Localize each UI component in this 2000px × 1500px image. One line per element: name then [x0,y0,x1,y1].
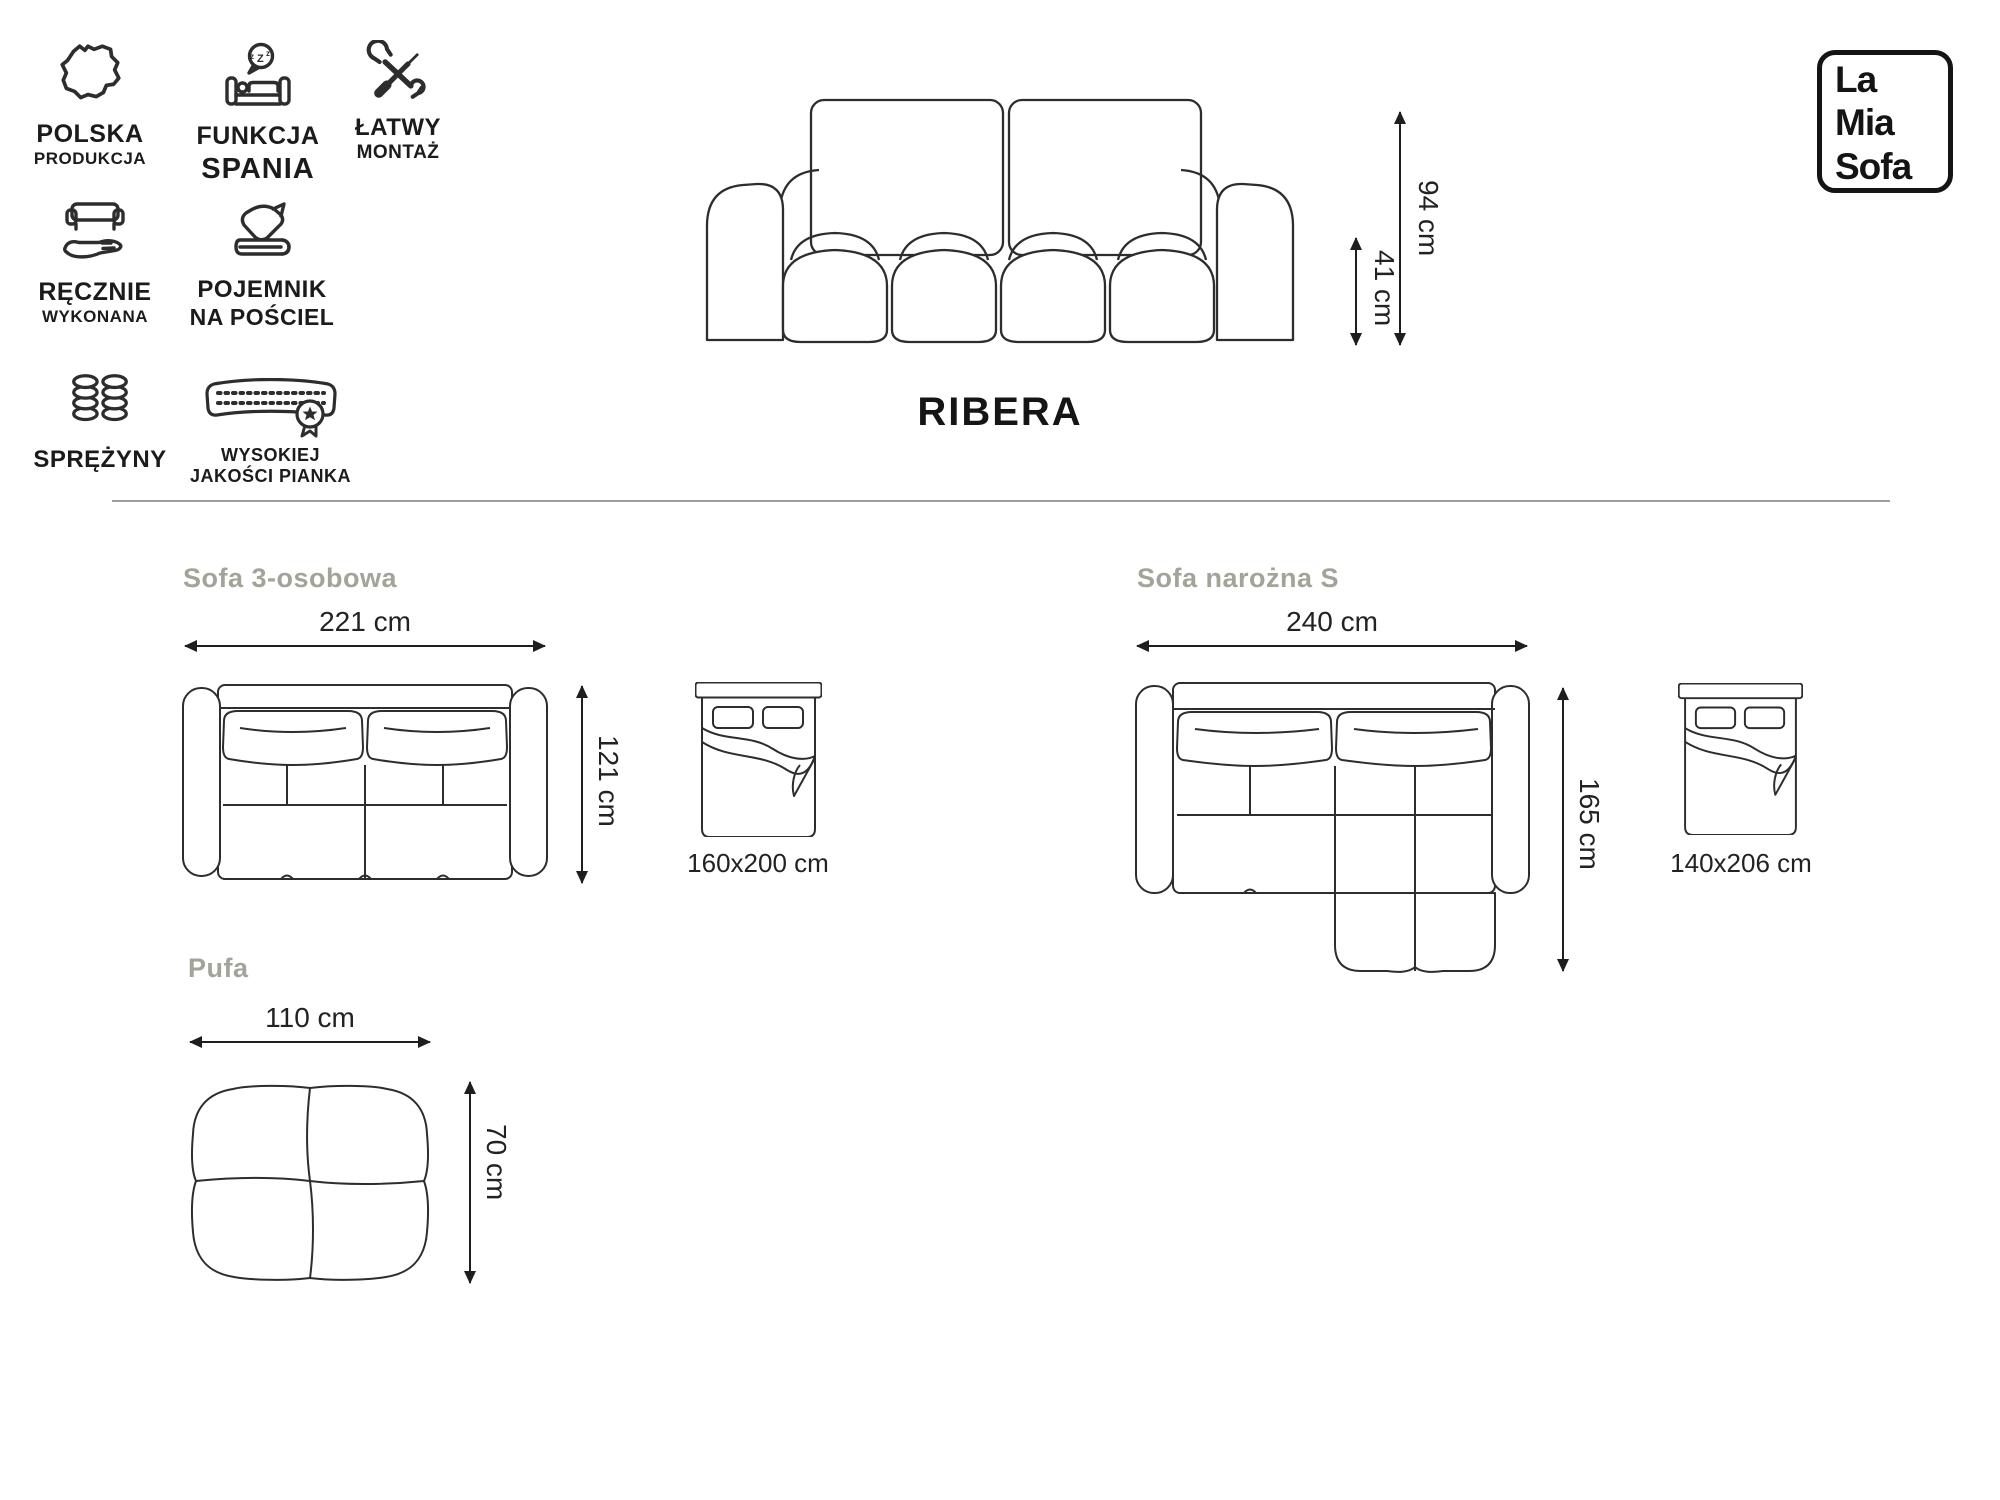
feature-recznie-wykonana [15,198,175,327]
easy-assembly-icon [365,40,431,106]
divider [112,500,1890,502]
sofa-front-view-drawing [685,88,1315,346]
springs-icon [65,368,135,438]
feature-label: POJEMNIK [197,276,327,303]
corner-bed-size-label: 140x206 cm [1670,848,1812,878]
zzz-glyph: Z [257,53,264,65]
handmade-icon [59,198,131,270]
feature-sprezyny [20,368,180,473]
feature-sublabel: JAKOŚCI PIANKA [189,466,352,487]
feature-polska-produkcja [10,38,170,169]
corner-sofa-top-view-drawing [1135,682,1530,973]
feature-label: POLSKA [36,120,144,148]
sofa3-width-label: 221 cm [319,606,411,637]
zzz-glyph: z [266,49,270,58]
sofa3-bed-icon [695,682,822,837]
feature-funkcja-spania [178,42,338,187]
sofa3-depth-arrow [581,686,583,883]
sofa3-depth-label: 121 cm [593,735,624,827]
variant-title-corner: Sofa narożna S [1137,563,1340,593]
brand-logo [1817,50,1953,193]
feature-wysokiej-jakosci-pianka [178,378,363,488]
feature-label: RĘCZNIE [38,278,152,306]
corner-width-arrow [1137,645,1527,647]
corner-depth-arrow [1562,688,1564,971]
seat-height-dimension-label: 41 cm [1369,250,1400,327]
pufa-depth-label: 70 cm [481,1124,512,1201]
feature-label: ŁATWY [354,114,442,141]
pufa-depth-arrow [469,1082,471,1283]
feature-sublabel: SPANIA [201,153,315,185]
logo-line: La [1835,59,1877,100]
pufa-top-view-drawing [187,1082,433,1283]
feature-label: WYSOKIEJ [220,445,321,465]
zzz-glyph: z [250,52,254,61]
sofa3-top-view-drawing [182,683,548,883]
sofa3-width-arrow [185,645,545,647]
variant-title-pufa: Pufa [188,953,249,983]
feature-latwy-montaz [318,40,478,165]
corner-width-label: 240 cm [1286,606,1378,637]
feature-sublabel: MONTAŻ [356,141,440,163]
pufa-width-label: 110 cm [265,1002,355,1033]
foam-quality-icon [202,378,340,440]
sofa3-bed-size-label: 160x200 cm [687,848,829,878]
corner-bed-icon [1678,683,1803,835]
feature-sublabel: PRODUKCJA [33,149,147,168]
height-dimension-label: 94 cm [1413,180,1444,257]
feature-label: SPRĘŻYNY [33,446,167,473]
seat-height-dimension-arrow [1355,238,1357,345]
bedding-storage-icon [226,196,298,268]
variant-title-sofa3: Sofa 3-osobowa [183,563,398,593]
logo-line: Mia [1835,102,1894,144]
product-name: RIBERA [917,390,1083,434]
sleep-function-icon [222,42,294,114]
pufa-width-arrow [190,1041,430,1043]
feature-sublabel: NA POŚCIEL [189,303,335,330]
feature-label: FUNKCJA [196,122,320,150]
feature-sublabel: WYKONANA [42,307,148,326]
feature-pojemnik-na-posciel [177,196,347,332]
logo-line: Sofa [1835,145,1912,187]
corner-depth-label: 165 cm [1574,778,1605,870]
poland-map-icon [53,38,127,112]
